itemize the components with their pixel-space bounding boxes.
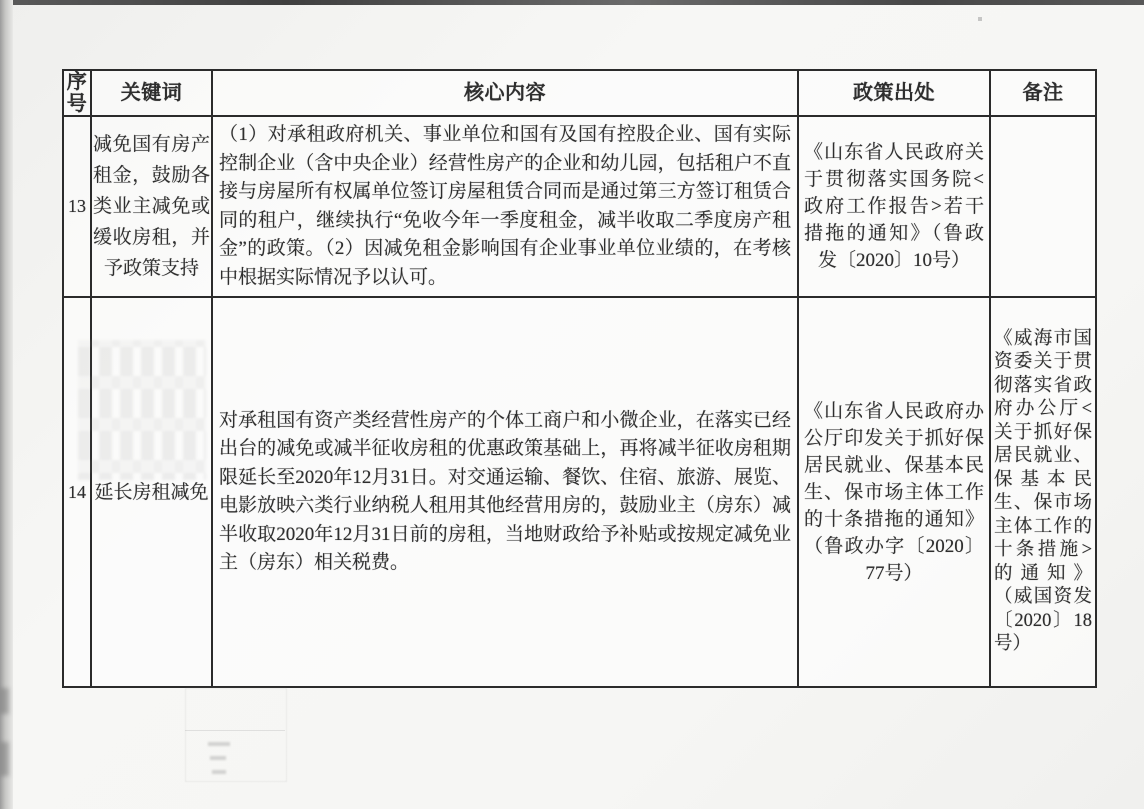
row13-remark [990, 116, 1096, 297]
table-row-14 [63, 297, 1096, 687]
row14-core-content: 对承租国有资产类经营性房产的个体工商户和小微企业，在落实已经出台的减免或减半征收房租的优惠政策基础上，再将减半征收房租期限延长至2020年12月31日。对交通运输、餐饮、住宿、旅游、展览、电影放映六类行业纳税人租用其他经营用房的，鼓励业主（房东）减半收取2020年12月31日前的房租，当地财政给予补贴或按规定减免业主（房东）相关税费。 [212, 297, 798, 687]
scan-smudge [0, 688, 9, 714]
scan-speck [978, 17, 982, 21]
scan-smudge [0, 742, 9, 776]
policy-table [62, 69, 1097, 688]
scan-bleedthrough-lines [185, 688, 287, 782]
scan-bleedthrough-line [185, 730, 285, 731]
col-header-keyword: 关键词 [91, 70, 212, 116]
row13-serial: 13 [63, 116, 91, 297]
table-row-13 [63, 116, 1096, 297]
row14-keyword: 延长房租减免 [91, 297, 212, 687]
row13-core-content: （1）对承租政府机关、事业单位和国有及国有控股企业、国有实际控制企业（含中央企业）经营性房产的企业和幼儿园，包括租户不直接与房屋所有权属单位签订房屋租赁合同而是通过第三方签订租赁合同的租户，继续执行“免收今年一季度租金，减半收取二季度房产租金”的政策。（2）因减免租金影响国有企业事业单位业绩的，在考核中根据实际情况予以认可。 [212, 116, 798, 297]
col-header-source: 政策出处 [798, 70, 990, 116]
col-header-remark: 备注 [990, 70, 1096, 116]
row13-keyword: 减免国有房产租金，鼓励各类业主减免或缓收房租，并予政策支持 [91, 116, 212, 297]
col-header-serial: 序号 [63, 70, 91, 116]
row13-policy-source: 《山东省人民政府关于贯彻落实国务院<政府工作报告>若干措拖的通知》（鲁政发〔2020〕10号） [798, 116, 990, 297]
col-header-content: 核心内容 [212, 70, 798, 116]
row14-serial: 14 [63, 297, 91, 687]
scan-bleedthrough-mark [208, 742, 230, 746]
scan-top-edge-artifact [0, 0, 1144, 5]
scan-bleedthrough-mark [210, 756, 226, 760]
row14-remark: 《威海市国资委关于贯彻落实省政府办公厅<关于抓好保居民就业、保基本民生、保市场主体工作的十条措施>的通知》（威国资发〔2020〕18号） [990, 297, 1096, 687]
scan-bleedthrough-text [78, 340, 206, 480]
scan-bleedthrough-mark [212, 770, 226, 774]
table-header-row [63, 70, 1096, 116]
row14-policy-source: 《山东省人民政府办公厅印发关于抓好保居民就业、保基本民生、保市场主体工作的十条措拖的通知》（鲁政办字〔2020〕77号） [798, 297, 990, 687]
